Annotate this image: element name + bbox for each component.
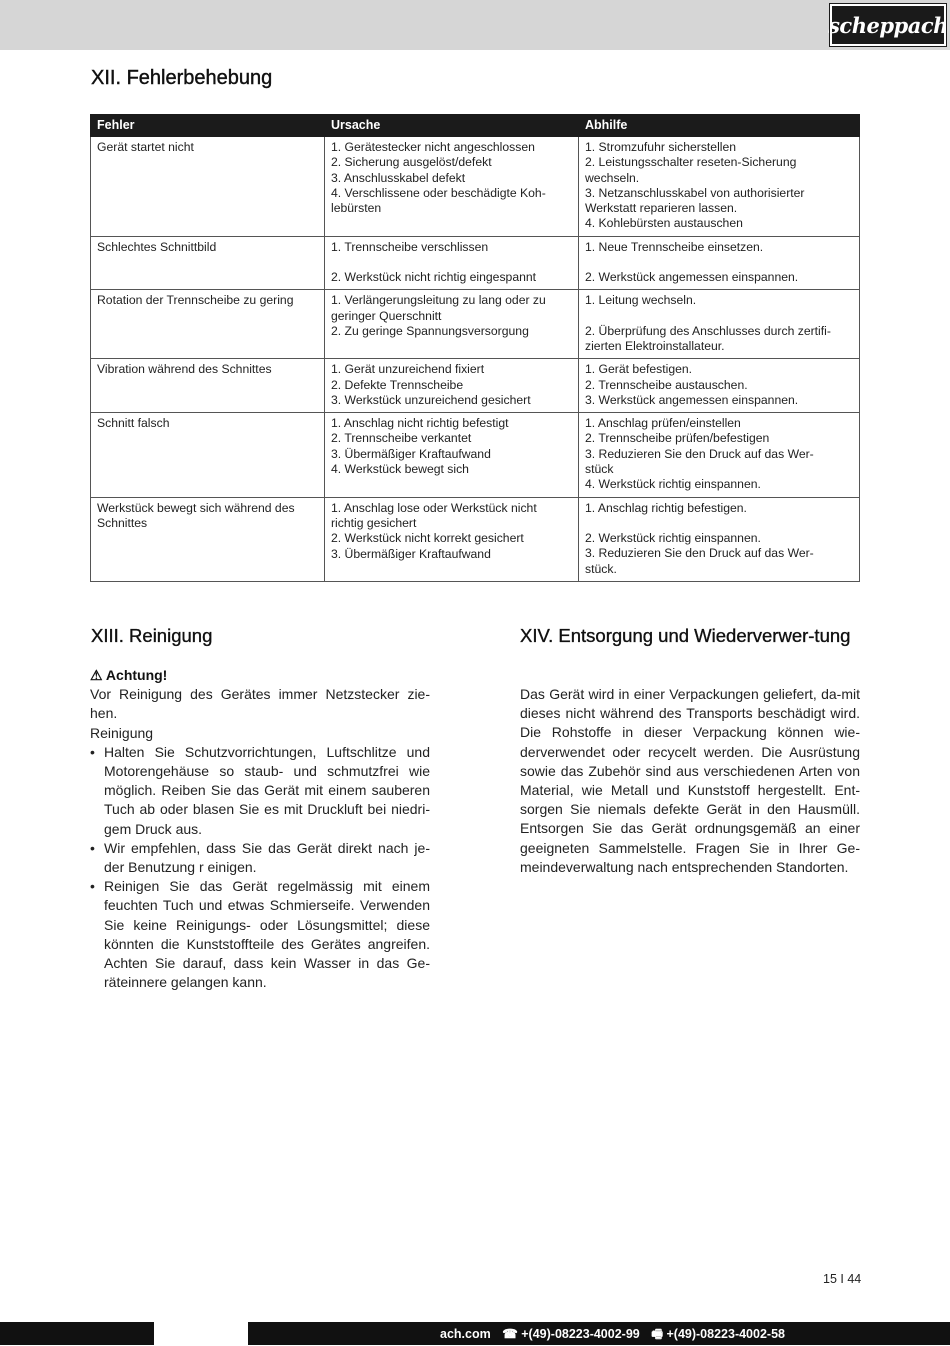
cell-line: 1. Gerät befestigen. [585,362,693,377]
table-row [91,359,860,413]
disposal-column [520,685,860,877]
cleaning-column [90,666,430,992]
cell-fehler [91,359,325,413]
cell-line: 3. Übermäßiger Kraftaufwand [331,446,491,461]
troubleshooting-table [90,114,860,582]
cell-line: 2. Trennscheibe verkantet [331,431,472,446]
cell-line: lebürsten [331,201,382,216]
column-header-ursache: Ursache [325,115,579,137]
header-bar [0,0,950,50]
cell-line: 3. Werkstück angemessen einspannen. [585,392,799,407]
cell-line: 2. Werkstück angemessen einspannen. [585,270,799,285]
cell-line: Schlechtes Schnittbild [97,239,217,254]
footer-bar [0,1322,950,1345]
cell-abhilfe [579,359,860,413]
cell-line: 4. Kohlebürsten austauschen [585,216,743,231]
cell-line: 1. Verlängerungsleitung zu lang oder zu [331,293,546,308]
cell-line: 1. Anschlag richtig befestigen. [585,500,747,515]
cell-line: Schnitt falsch [97,416,170,431]
cell-abhilfe [579,497,860,581]
cleaning-list [90,743,430,993]
cell-line: 2. Leistungsschalter reseten-Sicherung [585,155,797,170]
cell-line: 4. Verschlissene oder beschädigte Koh- [331,185,546,200]
footer-phone: ☎ +(49)-08223-4002-99 [502,1327,640,1341]
cell-line: 2. Werkstück nicht korrekt gesichert [331,531,524,546]
cell-abhilfe [579,413,860,497]
cell-line: Schnittes [97,515,148,530]
table-body [91,137,860,582]
cell-line: 3. Anschlusskabel defekt [331,170,466,185]
brand-logo-text: scheppach [828,12,948,38]
cell-line: 3. Reduzieren Sie den Druck auf das Wer- [585,546,814,561]
cell-line: 3. Werkstück unzureichend gesichert [331,392,531,407]
list-item: • Halten Sie Schutzvorrichtungen, Luftschlitze und Motorengehäuse so staub- und schmutzfrei wie möglich. Reiben Sie das Gerät mit einem sauberen Tuch ab oder blasen Sie es mit Druckluft bei niedri-gem Druck aus. [90,743,430,839]
cell-abhilfe [579,236,860,290]
footer-fax: 🖷 +(49)-08223-4002-58 [651,1327,785,1341]
cell-abhilfe [579,137,860,237]
disposal-text: Das Gerät wird in einer Verpackungen geliefert, da-mit dieses nicht während des Transports beschädigt wird. Die Rohstoffe in dieser Verpackung können wie-derverwendet oder recycelt werden. Die Ausrüstung sowie das Zubehör sind aus verschiedenen Arten von Material, wie Metall und Kunststoff hergestellt. Ent-sorgen Sie niemals defekte Gerät in den Hausmüll. Entsorgen Sie das Gerät ordnungsgemäß an einer geeigneten Sammelstelle. Fragen Sie in Ihrer Ge-meindeverwaltung nach entsprechenden Standorten. [520,686,860,875]
cell-line: 2. Trennscheibe austauschen. [585,377,748,392]
cell-line: zierten Elektroinstallateur. [585,338,725,353]
cell-line: 1. Anschlag prüfen/einstellen [585,416,741,431]
column-header-fehler: Fehler [91,115,325,137]
cleaning-intro: Vor Reinigung des Gerätes immer Netzstecker zie-hen. [90,686,430,722]
cell-line: geringer Querschnitt [331,308,442,323]
cell-line [585,255,853,270]
cell-ursache [325,413,579,497]
cell-line [331,255,572,270]
cell-line: 2. Defekte Trennscheibe [331,377,464,392]
cell-line: 3. Übermäßiger Kraftaufwand [331,546,491,561]
cell-line: 4. Werkstück bewegt sich [331,462,469,477]
cell-fehler [91,236,325,290]
footer-website: ach.com [440,1327,491,1341]
cell-line: 1. Neue Trennscheibe einsetzen. [585,239,764,254]
section-title-disposal: XIV. Entsorgung und Wiederverwer-tung [520,625,851,646]
table-row [91,413,860,497]
cell-line: 3. Netzanschlusskabel von authorisierter [585,185,805,200]
cell-abhilfe [579,290,860,359]
page-number: 15 I 44 [823,1272,862,1286]
cell-line: 2. Werkstück richtig einspannen. [585,530,761,545]
brand-logo [830,4,946,46]
cell-ursache [325,359,579,413]
cell-line [585,516,853,531]
cell-fehler [91,137,325,237]
cell-line: Vibration während des Schnittes [97,362,272,377]
cell-line: 1. Anschlag nicht richtig befestigt [331,416,509,431]
cell-fehler [91,497,325,581]
cell-line: stück. [585,561,617,576]
cell-line: 2. Überprüfung des Anschlusses durch zertifi- [585,323,831,338]
list-item: • Reinigen Sie das Gerät regelmässig mit einem feuchten Tuch und etwas Schmierseife. Verwenden Sie keine Reinigungs- oder Lösungsmittel; diese könnten die Kunststoffteile des Gerätes angreifen. Achten Sie darauf, dass kein Wasser in das Ge-räteinnere gelangen kann. [90,877,430,992]
cell-line: 4. Werkstück richtig einspannen. [585,477,761,492]
table-row [91,497,860,581]
cell-ursache [325,290,579,359]
cell-line: 1. Gerät unzureichend fixiert [331,362,485,377]
cell-line: Werkstatt reparieren lassen. [585,201,738,216]
section-title-cleaning: XIII. Reinigung [91,625,213,646]
table-header-row [91,115,860,137]
cell-line: 1. Gerätestecker nicht angeschlossen [331,140,535,154]
cell-line: 1. Trennscheibe verschlissen [331,239,489,254]
cell-line: 3. Reduzieren Sie den Druck auf das Wer- [585,446,814,461]
cleaning-subheading: Reinigung [90,724,154,741]
cell-line: 2. Zu geringe Spannungsversorgung [331,323,529,338]
section-title-troubleshooting: XII. Fehlerbehebung [91,67,273,89]
table-row [91,236,860,290]
cell-ursache [325,497,579,581]
table-row [91,137,860,237]
cell-line: 1. Stromzufuhr sicherstellen [585,140,737,154]
cell-ursache [325,137,579,237]
footer-contact [440,1325,793,1346]
cell-line: stück [585,462,614,477]
cell-ursache [325,236,579,290]
column-header-abhilfe: Abhilfe [579,115,860,137]
cell-line: 2. Sicherung ausgelöst/defekt [331,155,492,170]
list-item: • Wir empfehlen, dass Sie das Gerät direkt nach je-der Benutzung r einigen. [90,839,430,877]
cell-line: 2. Werkstück nicht richtig eingespannt [331,270,537,285]
cell-line: Gerät startet nicht [97,140,194,154]
cell-line: Rotation der Trennscheibe zu gering [97,293,294,308]
cell-fehler [91,413,325,497]
cell-line: 1. Anschlag lose oder Werkstück nicht [331,500,537,515]
footer-white-box [154,1322,248,1345]
cell-line: wechseln. [585,170,640,185]
cell-line: 1. Leitung wechseln. [585,293,697,308]
cell-fehler [91,290,325,359]
cell-line: richtig gesichert [331,515,417,530]
cell-line [585,309,853,324]
warning-heading: ⚠ Achtung! [90,667,168,683]
cell-line: Werkstück bewegt sich während des [97,500,295,515]
table-row [91,290,860,359]
cell-line: 2. Trennscheibe prüfen/befestigen [585,431,770,446]
